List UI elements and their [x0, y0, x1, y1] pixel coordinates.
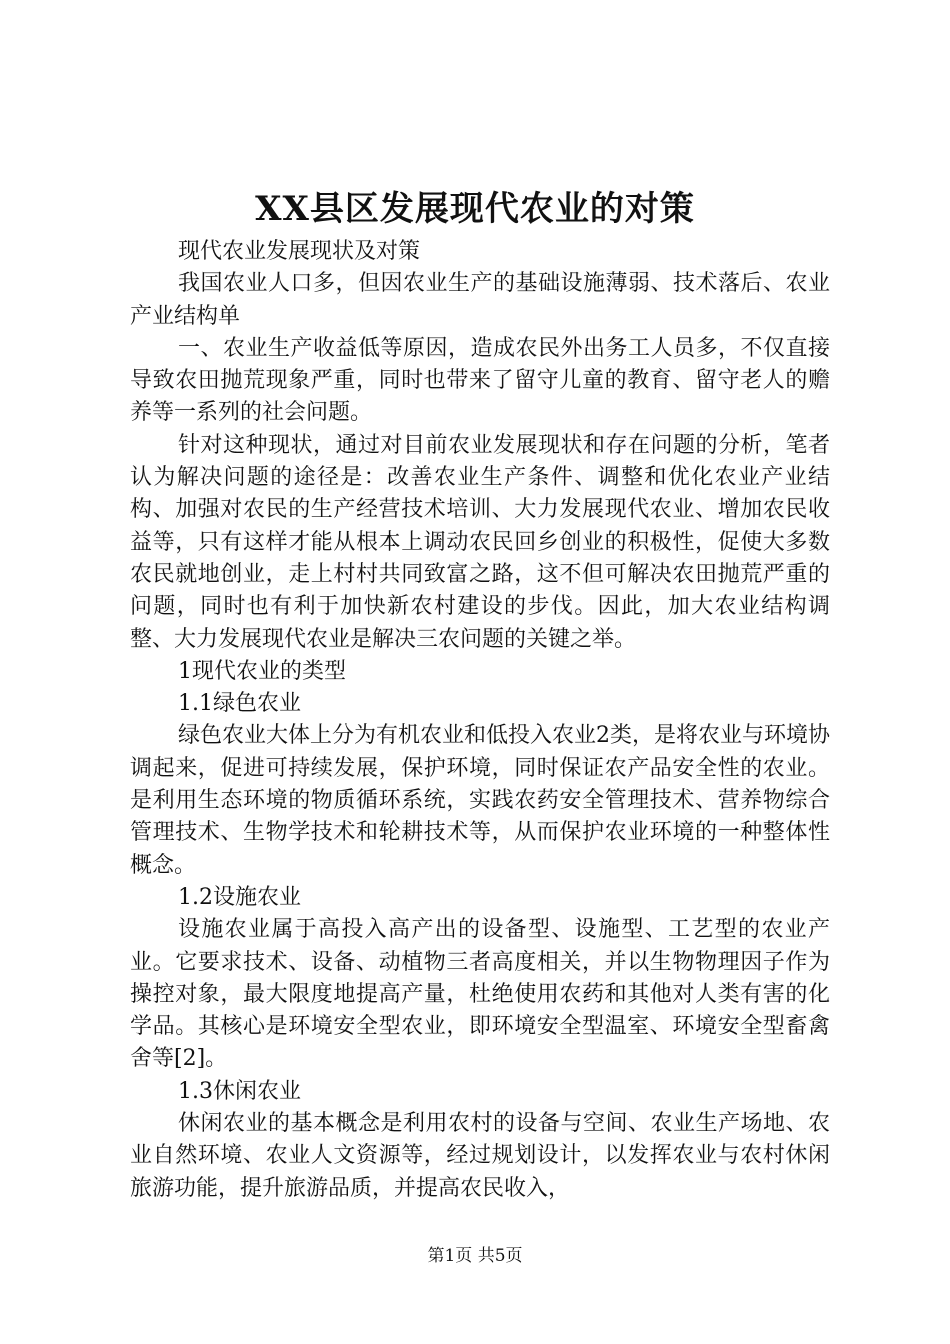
subsection-heading: 1.2设施农业	[178, 884, 301, 910]
paragraph: 针对这种现状，通过对目前农业发展现状和存在问题的分析，笔者认为解决问题的途径是：改善农业生产条件、调整和优化农业产业结构、加强对农民的生产经营技术培训、大力发展现代农业、增加农民收益等，只有这样才能从根本上调动农民回乡创业的积极性，促使大多数农民就地创业，走上村村共同致富之路，这不但可解决农田抛荒严重的问题，同时也有利于加快新农村建设的步伐。因此，加大农业结构调整、大力发展现代农业是解决三农问题的关键之举。	[130, 432, 830, 652]
paragraph: 休闲农业的基本概念是利用农村的设备与空间、农业生产场地、农业自然环境、农业人文资源等，经过规划设计，以发挥农业与农村休闲旅游功能，提升旅游品质，并提高农民收入，	[130, 1111, 830, 1201]
subsection-heading: 1.3休闲农业	[178, 1078, 301, 1104]
paragraph: 绿色农业大体上分为有机农业和低投入农业2类，是将农业与环境协调起来，促进可持续发展，保护环境，同时保证农产品安全性的农业。是利用生态环境的物质循环系统，实践农药安全管理技术、营养物综合管理技术、生物学技术和轮耕技术等，从而保护农业环境的一种整体性概念。	[130, 723, 830, 878]
document-title: XX县区发展现代农业的对策	[255, 189, 695, 229]
page-footer: 第1页 共5页	[427, 1246, 523, 1266]
paragraph: 我国农业人口多，但因农业生产的基础设施薄弱、技术落后、农业产业结构单	[130, 271, 830, 329]
paragraph: 一、农业生产收益低等原因，造成农民外出务工人员多，不仅直接导致农田抛荒现象严重，同时也带来了留守儿童的教育、留守老人的赡养等一系列的社会问题。	[130, 335, 830, 426]
section-heading: 1现代农业的类型	[178, 658, 346, 684]
document-body	[130, 236, 830, 1205]
paragraph: 设施农业属于高投入高产出的设备型、设施型、工艺型的农业产业。它要求技术、设备、动植物三者高度相关，并以生物物理因子作为操控对象，最大限度地提高产量，杜绝使用农药和其他对人类有害的化学品。其核心是环境安全型农业，即环境安全型温室、环境安全型畜禽舍等[2]。	[130, 917, 830, 1072]
paragraph-heading: 现代农业发展现状及对策	[178, 239, 421, 264]
subsection-heading: 1.1绿色农业	[178, 691, 301, 717]
